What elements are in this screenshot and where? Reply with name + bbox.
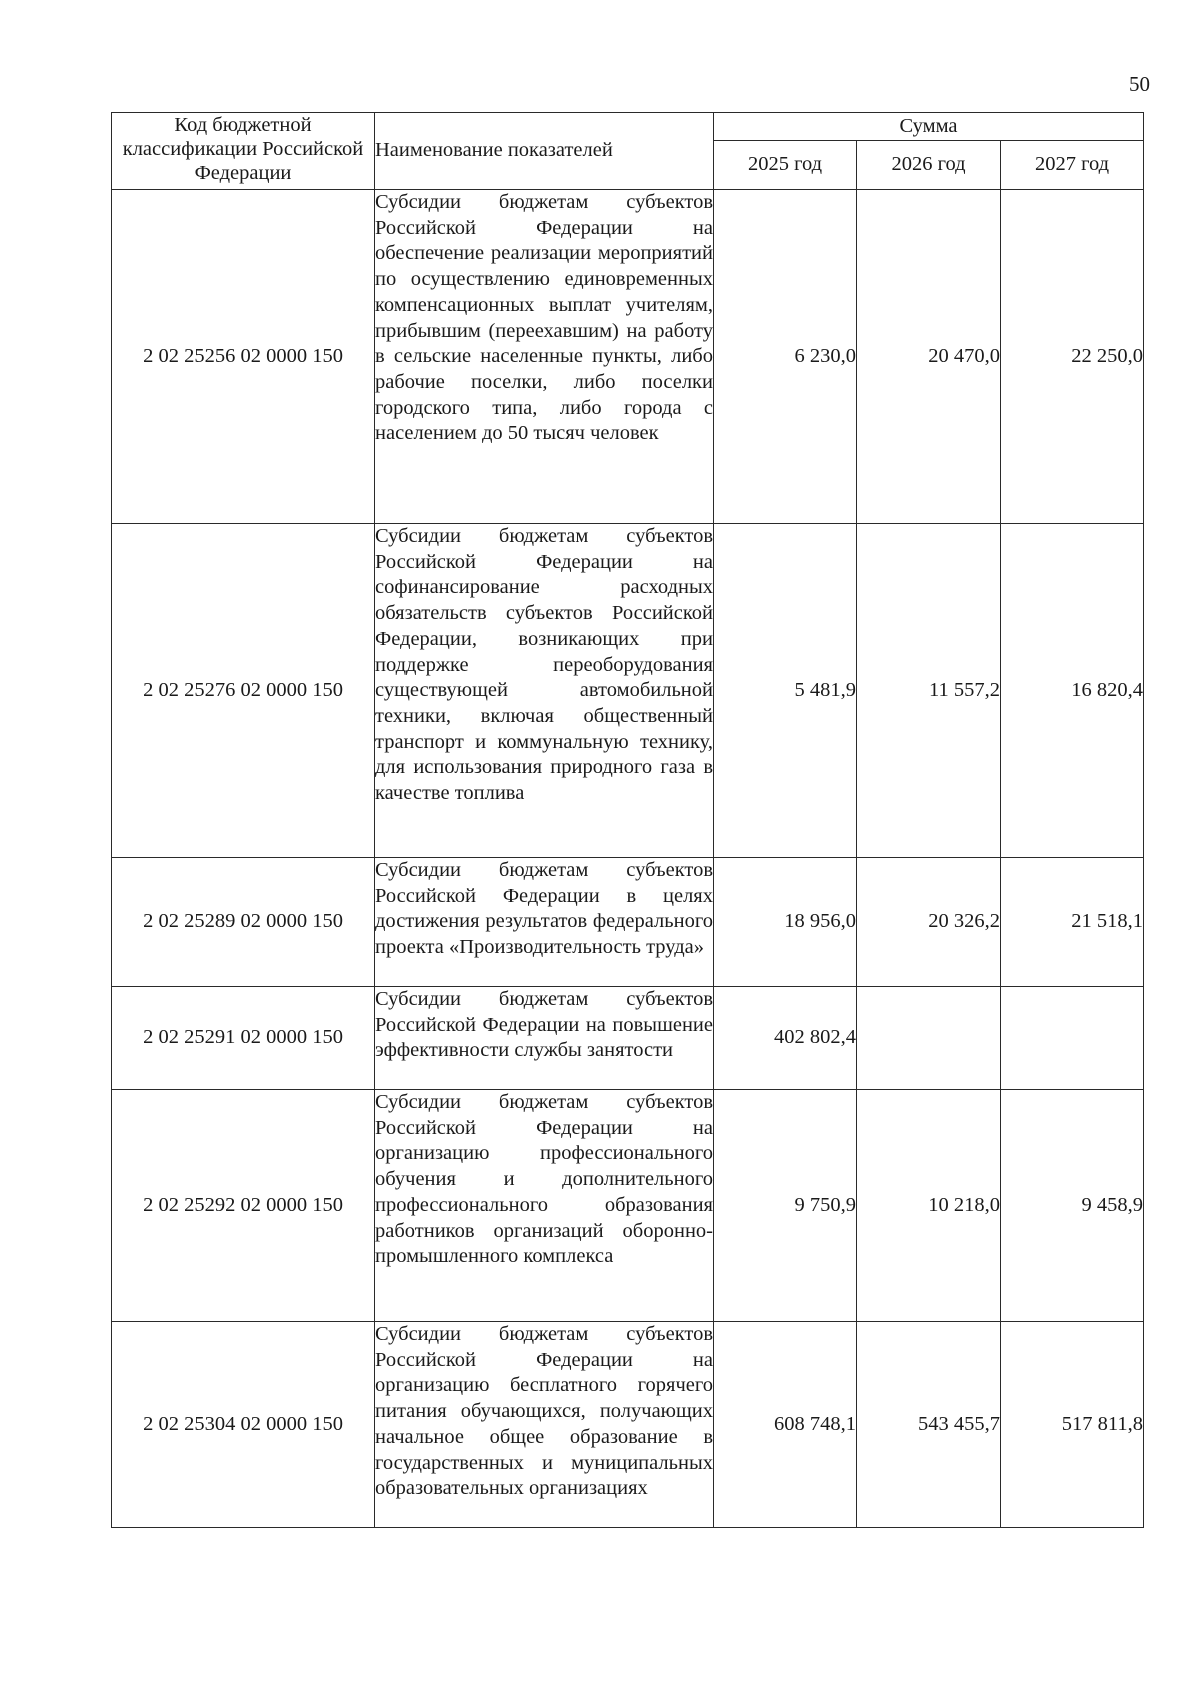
- page-number: 50: [1129, 72, 1150, 96]
- table-row: [112, 858, 1144, 987]
- header-indicator-name: Наименование показателей: [375, 113, 714, 190]
- amount-2027-cell: 9 458,9: [1001, 1090, 1144, 1322]
- amount-2025-cell: 18 956,0: [714, 858, 857, 987]
- indicator-name-cell: Субсидии бюджетам субъектов Российской Федерации на организацию профессионального обучения и дополнительного профессионального образования работников организаций оборонно-промышленного комплекса: [375, 1090, 714, 1322]
- amount-2025-cell: 5 481,9: [714, 524, 857, 858]
- amount-2025-cell: 608 748,1: [714, 1322, 857, 1528]
- amount-2026-cell: 543 455,7: [857, 1322, 1001, 1528]
- table-row: [112, 1322, 1144, 1528]
- amount-2027-cell: [1001, 987, 1144, 1090]
- amount-2026-cell: [857, 987, 1001, 1090]
- table-row: [112, 987, 1144, 1090]
- budget-code-cell: 2 02 25304 02 0000 150: [112, 1322, 375, 1528]
- amount-2027-cell: 517 811,8: [1001, 1322, 1144, 1528]
- indicator-name-cell: Субсидии бюджетам субъектов Российской Федерации на обеспечение реализации мероприятий по осуществлению единовременных компенсационных выплат учителям, прибывшим (переехавшим) на работу в сельские населенные пункты, либо рабочие поселки, либо поселки городского типа, либо города с населением до 50 тысяч человек: [375, 190, 714, 524]
- amount-2027-cell: 16 820,4: [1001, 524, 1144, 858]
- budget-revenue-table: [111, 112, 1144, 1528]
- indicator-name-cell: Субсидии бюджетам субъектов Российской Федерации на организацию бесплатного горячего питания обучающихся, получающих начальное общее образование в государственных и муниципальных образовательных организациях: [375, 1322, 714, 1528]
- indicator-name-cell: Субсидии бюджетам субъектов Российской Федерации на софинансирование расходных обязательств субъектов Российской Федерации, возникающих при поддержке переоборудования существующей автомобильной техники, включая общественный транспорт и коммунальную технику, для использования природного газа в качестве топлива: [375, 524, 714, 858]
- amount-2025-cell: 402 802,4: [714, 987, 857, 1090]
- indicator-name-cell: Субсидии бюджетам субъектов Российской Федерации в целях достижения результатов федерального проекта «Производительность труда»: [375, 858, 714, 987]
- amount-2027-cell: 22 250,0: [1001, 190, 1144, 524]
- header-sum: Сумма: [714, 113, 1144, 141]
- amount-2027-cell: 21 518,1: [1001, 858, 1144, 987]
- amount-2025-cell: 9 750,9: [714, 1090, 857, 1322]
- header-year-2027: 2027 год: [1001, 141, 1144, 190]
- amount-2026-cell: 10 218,0: [857, 1090, 1001, 1322]
- budget-code-cell: 2 02 25292 02 0000 150: [112, 1090, 375, 1322]
- table-row: [112, 1090, 1144, 1322]
- header-year-2026: 2026 год: [857, 141, 1001, 190]
- budget-code-cell: 2 02 25256 02 0000 150: [112, 190, 375, 524]
- budget-code-cell: 2 02 25276 02 0000 150: [112, 524, 375, 858]
- table-row: [112, 190, 1144, 524]
- indicator-name-cell: Субсидии бюджетам субъектов Российской Федерации на повышение эффективности службы занятости: [375, 987, 714, 1090]
- header-year-2025: 2025 год: [714, 141, 857, 190]
- header-row-top: [112, 113, 1144, 141]
- amount-2025-cell: 6 230,0: [714, 190, 857, 524]
- header-budget-code: Код бюджетной классификации Российской Федерации: [112, 113, 375, 190]
- budget-code-cell: 2 02 25291 02 0000 150: [112, 987, 375, 1090]
- amount-2026-cell: 20 326,2: [857, 858, 1001, 987]
- amount-2026-cell: 20 470,0: [857, 190, 1001, 524]
- budget-code-cell: 2 02 25289 02 0000 150: [112, 858, 375, 987]
- amount-2026-cell: 11 557,2: [857, 524, 1001, 858]
- table-row: [112, 524, 1144, 858]
